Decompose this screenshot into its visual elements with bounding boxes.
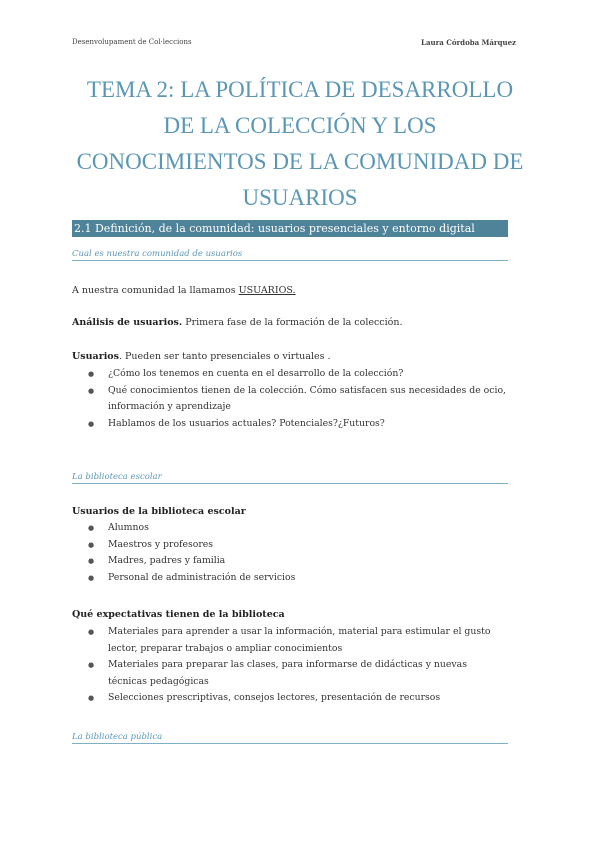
list-item: ● Maestros y profesores: [88, 537, 508, 554]
document-title: TEMA 2: LA POLÍTICA DE DESARROLLO DE LA COLECCIÓN Y LOS CONOCIMIENTOS DE LA COMUNIDAD DE USUARIOS: [76, 77, 524, 210]
header-course: Desenvolupament de Col·leccions: [72, 38, 192, 46]
users-questions-list: [88, 366, 508, 432]
header-author: Laura Córdoba Márquez: [421, 38, 516, 47]
subheading-public-library: La biblioteca pública: [72, 732, 508, 744]
analysis-text: Primera fase de la formación de la colección.: [182, 317, 403, 328]
expectations-list: [88, 624, 508, 707]
analysis-bold: Análisis de usuarios.: [72, 317, 183, 328]
analysis-paragraph: [72, 317, 512, 329]
expectations-heading: Qué expectativas tienen de la biblioteca: [72, 609, 285, 620]
intro-paragraph: [72, 285, 512, 297]
list-item: ● Personal de administración de servicios: [88, 570, 508, 587]
subheading-community: Cual es nuestra comunidad de usuarios: [72, 249, 508, 261]
school-users-list: [88, 520, 508, 586]
users-bold: Usuarios: [72, 351, 119, 362]
list-item: ● Materiales para preparar las clases, para informarse de didácticas y nuevas técnicas pedagógicas: [88, 657, 508, 690]
users-paragraph: [72, 351, 512, 363]
list-item: ● Madres, padres y familia: [88, 553, 508, 570]
users-text: . Pueden ser tanto presenciales o virtuales .: [119, 351, 331, 362]
list-item: ● Selecciones prescriptivas, consejos lectores, presentación de recursos: [88, 690, 508, 707]
list-item: ● Qué conocimientos tienen de la colección. Cómo satisfacen sus necesidades de ocio, información y aprendizaje: [88, 383, 508, 416]
school-users-heading: Usuarios de la biblioteca escolar: [72, 506, 246, 517]
subheading-school-library: La biblioteca escolar: [72, 472, 508, 484]
intro-underlined: USUARIOS.: [238, 285, 296, 296]
section-heading: 2.1 Definición, de la comunidad: usuarios presenciales y entorno digital: [72, 220, 508, 237]
list-item: ● Materiales para aprender a usar la información, material para estimular el gusto lector, preparar trabajos o ampliar conocimientos: [88, 624, 508, 657]
list-item: ● Hablamos de los usuarios actuales? Potenciales?¿Futuros?: [88, 416, 508, 433]
intro-text: A nuestra comunidad la llamamos: [72, 285, 239, 296]
list-item: ● Alumnos: [88, 520, 508, 537]
list-item: ● ¿Cómo los tenemos en cuenta en el desarrollo de la colección?: [88, 366, 508, 383]
page-header: [72, 38, 516, 50]
